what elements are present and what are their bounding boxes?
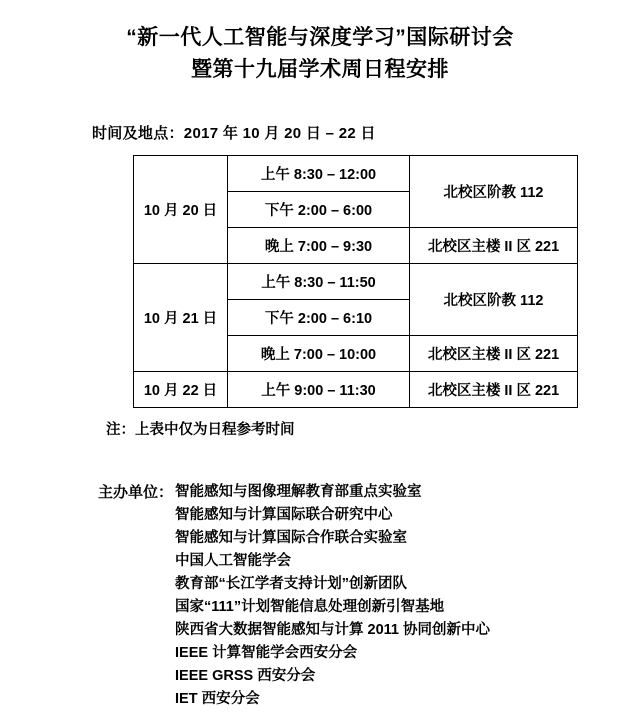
list-item: 中国人工智能学会 [175, 553, 292, 569]
schedule-date: 10 月 21 日 [134, 264, 228, 372]
table-row [134, 264, 578, 300]
schedule-time: 晚上 7:00 – 9:30 [228, 228, 410, 264]
organizers-list [173, 481, 490, 711]
schedule-table-wrapper [0, 155, 640, 408]
schedule-date: 10 月 22 日 [134, 372, 228, 408]
organizers-label: 主办单位： [98, 484, 174, 501]
schedule-time: 下午 2:00 – 6:00 [228, 192, 410, 228]
table-row [134, 156, 578, 192]
schedule-time: 下午 2:00 – 6:10 [228, 300, 410, 336]
document-title [0, 0, 640, 86]
list-item: 智能感知与计算国际合作联合实验室 [175, 530, 408, 546]
schedule-place: 北校区阶教 112 [410, 264, 578, 336]
list-item: 国家“111”计划智能信息处理创新引智基地 [175, 599, 445, 615]
title-line-1: “新一代人工智能与深度学习”国际研讨会 [126, 26, 514, 49]
schedule-place: 北校区主楼 II 区 221 [410, 372, 578, 408]
schedule-time: 晚上 7:00 – 10:00 [228, 336, 410, 372]
schedule-table [133, 155, 578, 408]
schedule-place: 北校区主楼 II 区 221 [410, 228, 578, 264]
list-item: 陕西省大数据智能感知与计算 2011 协同创新中心 [175, 622, 491, 638]
list-item: 智能感知与计算国际联合研究中心 [175, 507, 393, 523]
table-row [134, 372, 578, 408]
list-item: IET 西安分会 [175, 691, 260, 707]
list-item: IEEE 计算智能学会西安分会 [175, 645, 358, 661]
list-item: 教育部“长江学者支持计划”创新团队 [175, 576, 408, 592]
organizers-section [0, 481, 640, 711]
schedule-date: 10 月 20 日 [134, 156, 228, 264]
list-item: 智能感知与图像理解教育部重点实验室 [175, 484, 422, 500]
schedule-time: 上午 8:30 – 12:00 [228, 156, 410, 192]
schedule-table-body [134, 156, 578, 408]
schedule-note: 注：上表中仅为日程参考时间 [106, 422, 295, 438]
schedule-place: 北校区阶教 112 [410, 156, 578, 228]
schedule-time: 上午 9:00 – 11:30 [228, 372, 410, 408]
list-item: IEEE GRSS 西安分会 [175, 668, 316, 684]
time-and-place-line: 时间及地点：2017 年 10 月 20 日 – 22 日 [92, 125, 376, 142]
title-line-2: 暨第十九届学术周日程安排 [191, 58, 449, 81]
schedule-time: 上午 8:30 – 11:50 [228, 264, 410, 300]
schedule-place: 北校区主楼 II 区 221 [410, 336, 578, 372]
